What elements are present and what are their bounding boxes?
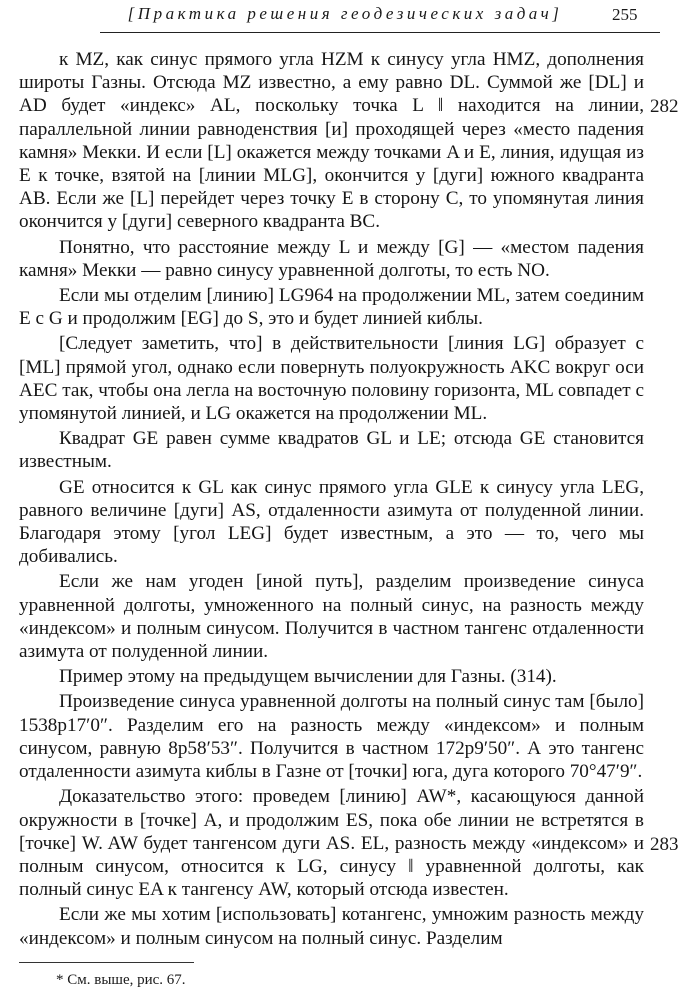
footnote-marker: * (56, 972, 64, 988)
margin-line-ref-282: 282 (650, 96, 679, 117)
paragraph-9: Произведение синуса уравненной долготы на полный синус там [было] 1538p17′0″. Разделим его на разность между «индексом» и полным синусом, равную 8p58′53″. Получится в частном 172p9′50″. А это тангенс отдаленности азимута киблы в Газне от [точки] юга, дуга которого 70°47′9″. (19, 691, 644, 783)
margin-line-ref-283: 283 (650, 834, 679, 855)
paragraph-4: [Следует заметить, что] в действительности [линия LG] образует с [ML] прямой угол, однако если повернуть полуокружность AKC вокруг оси AEC так, чтобы она легла на восточную половину горизонта, ML совпадет с упомянутой линией, и LG окажется на продолжении ML. (19, 333, 644, 425)
footnote-text: См. выше, рис. 67. (67, 972, 186, 988)
paragraph-6: GE относится к GL как синус прямого угла GLE к синусу угла LEG, равного величине [дуги] AS, отдаленности азимута от полуденной линии. Благодаря этому [угол LEG] будет известным, а это — то, чего мы добивались. (19, 476, 644, 568)
footnote-rule (19, 962, 194, 963)
paragraph-5: Квадрат GE равен сумме квадратов GL и LE; отсюда GE становится известным. (19, 428, 644, 473)
page-number: 255 (612, 5, 638, 24)
paragraph-7: Если же нам угоден [иной путь], разделим произведение синуса уравненной долготы, умноженного на полный синус, на разность между «индексом» и полным синусом. Получится в частном тангенс отдаленности азимута от полуденной линии. (19, 571, 644, 663)
footnote (56, 972, 186, 989)
paragraph-8: Пример этому на предыдущем вычислении для Газны. (314). (59, 666, 557, 688)
paragraph-3: Если мы отделим [линию] LG964 на продолжении ML, затем соединим E с G и продолжим [EG] до S, это и будет линией киблы. (19, 285, 644, 330)
running-head: [Практика решения геодезических задач] (127, 4, 563, 23)
paragraph-11: Если же мы хотим [использовать] котангенс, умножим разность между «индексом» и полным синусом на полный синус. Разделим (19, 904, 644, 949)
header-rule (100, 32, 660, 33)
paragraph-2: Понятно, что расстояние между L и между [G] — «местом падения камня» Мекки — равно синусу уравненной долготы, то есть NO. (19, 236, 644, 281)
body-text (19, 48, 644, 952)
paragraph-1: к MZ, как синус прямого угла HZM к синусу угла HMZ, дополнения широты Газны. Отсюда MZ известно, а ему равно DL. Суммой же [DL] и AD будет «индекс» AL, поскольку точка L ‖ находится на линии, параллельной линии равноденствия [и] проходящей через «место падения камня» Мекки. И если [L] окажется между точками A и E, линия, идущая из E к точке, взятой на [линии MLG], окончится у [дуги] южного квадранта AB. Если же [L] перейдет через точку E в сторону C, то упомянутая линия окончится у [дуги] северного квадранта BC. (19, 49, 644, 233)
paragraph-10: Доказательство этого: проведем [линию] AW*, касающуюся данной окружности в [точке] A, и продолжим ES, пока обе линии не встретятся в [точке] W. AW будет тангенсом дуги AS. EL, разность между «индексом» и полным синусом, относится к LG, синусу ‖ уравненной долготы, как полный синус EA к тангенсу AW, который отсюда известен. (19, 786, 644, 901)
